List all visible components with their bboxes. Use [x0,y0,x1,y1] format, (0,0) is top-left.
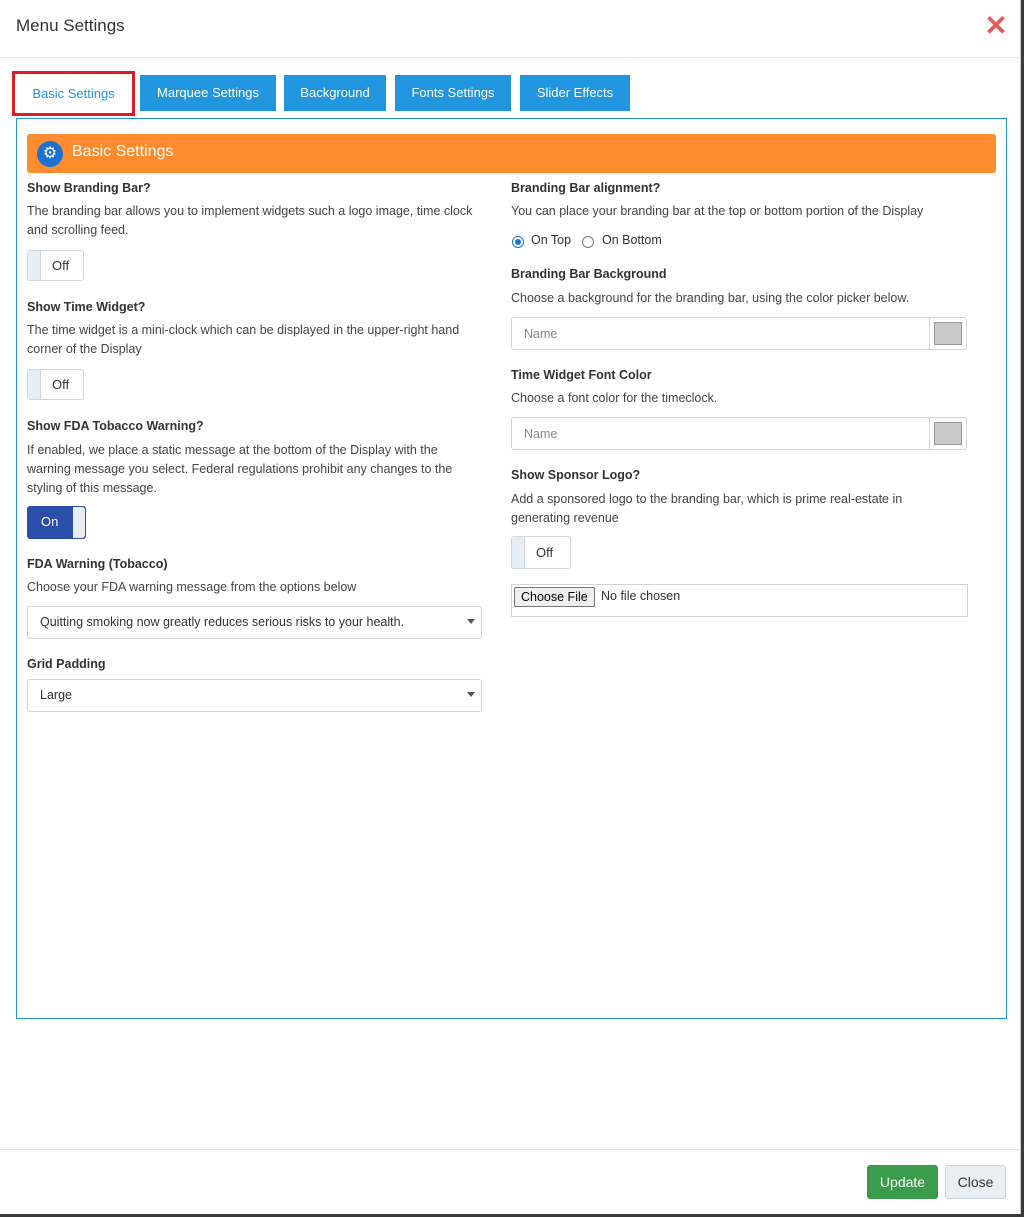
bar-background-label: Branding Bar Background [511,267,667,281]
fda-message-select[interactable] [27,606,482,639]
chevron-down-icon [467,692,475,697]
fda-message-desc: Choose your FDA warning message from the options below [27,580,357,594]
sponsor-logo-desc: Add a sponsored logo to the branding bar, which is prime real-estate in generating revenue [511,492,903,525]
modal-header [0,0,1020,58]
time-widget-label: Show Time Widget? [27,300,146,314]
time-font-color-input[interactable] [511,417,930,450]
grid-padding-select[interactable] [27,679,482,712]
update-button[interactable]: Update [867,1165,938,1199]
sponsor-logo-label: Show Sponsor Logo? [511,468,641,482]
toggle-knob [512,537,525,568]
branding-bar-desc: The branding bar allows you to implement widgets such a logo image, time clock and scrolling feed. [27,204,473,237]
section-title: Basic Settings [72,143,174,160]
tab-marquee-settings[interactable]: Marquee Settings [140,75,276,111]
section-header [27,134,996,173]
choose-file-button[interactable]: Choose File [514,587,595,607]
radio-on-top[interactable] [512,236,524,248]
radio-on-top-label: On Top [531,233,572,247]
bar-background-color-picker[interactable] [929,317,967,350]
color-swatch [934,322,962,345]
radio-on-bottom[interactable] [582,236,594,248]
time-widget-desc: The time widget is a mini-clock which can be displayed in the upper-right hand corner of the Display [27,323,460,356]
toggle-state: Off [536,545,554,560]
branding-bar-toggle[interactable] [27,250,84,281]
file-status: No file chosen [601,589,681,603]
time-font-color-label: Time Widget Font Color [511,368,652,382]
bar-background-desc: Choose a background for the branding bar, using the color picker below. [511,291,910,305]
toggle-knob [28,370,41,399]
time-widget-toggle[interactable] [27,369,84,400]
time-font-color-desc: Choose a font color for the timeclock. [511,391,718,405]
close-icon[interactable]: ✕ [984,10,1008,41]
toggle-state: Off [52,377,70,392]
grid-padding-value: Large [40,688,72,702]
fda-warning-toggle[interactable] [27,506,86,539]
time-font-color-placeholder: Name [524,427,558,441]
gear-icon: ⚙ [37,141,63,167]
grid-padding-label: Grid Padding [27,657,106,671]
branding-bar-label: Show Branding Bar? [27,181,151,195]
footer-divider [0,1149,1020,1150]
toggle-state: On [41,514,59,529]
fda-warning-desc: If enabled, we place a static message at the bottom of the Display with the warning message you select. Federal regulations prohibit any changes to the styling of this message. [27,443,453,495]
bar-background-input[interactable] [511,317,930,350]
tab-basic-settings[interactable]: Basic Settings [12,71,135,116]
tab-fonts-settings[interactable]: Fonts Settings [395,75,511,111]
tab-slider-effects[interactable]: Slider Effects [520,75,630,111]
toggle-state: Off [52,258,70,273]
basic-settings-panel [16,118,1007,1019]
alignment-desc: You can place your branding bar at the top or bottom portion of the Display [511,204,924,218]
radio-on-bottom-label: On Bottom [602,233,662,247]
sponsor-logo-file-input [511,584,968,617]
fda-message-value: Quitting smoking now greatly reduces serious risks to your health. [40,615,405,629]
toggle-knob [72,507,85,538]
bar-background-placeholder: Name [524,327,558,341]
time-font-color-picker[interactable] [929,417,967,450]
fda-message-label: FDA Warning (Tobacco) [27,557,168,571]
fda-warning-label: Show FDA Tobacco Warning? [27,419,204,433]
close-button[interactable]: Close [945,1165,1006,1199]
color-swatch [934,422,962,445]
modal-title: Menu Settings [16,16,125,35]
sponsor-logo-toggle[interactable] [511,536,571,569]
toggle-knob [28,251,41,280]
chevron-down-icon [467,619,475,624]
alignment-label: Branding Bar alignment? [511,181,661,195]
tab-background[interactable]: Background [284,75,386,111]
